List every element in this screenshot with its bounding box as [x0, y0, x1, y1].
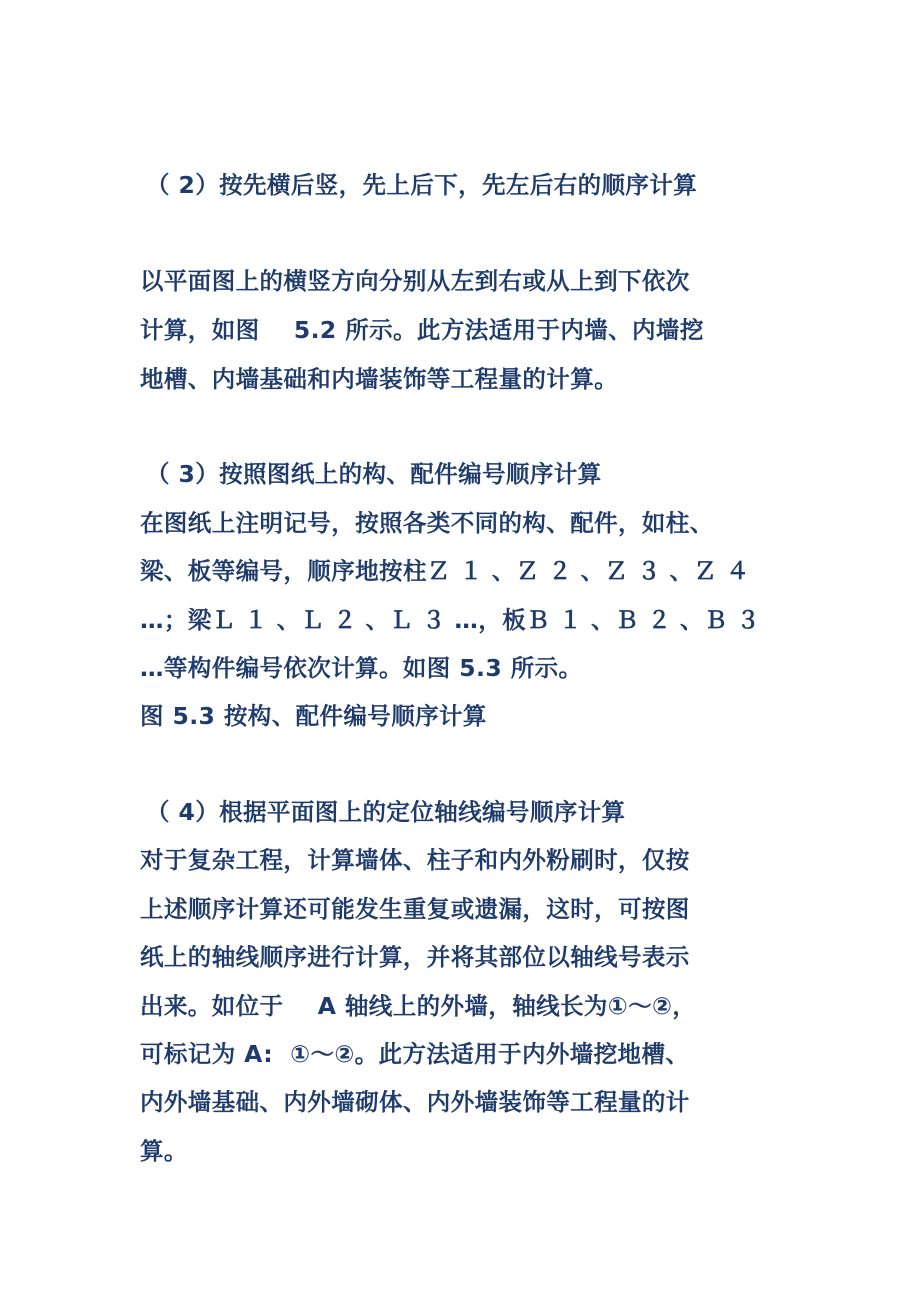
section-3-text-line: …等构件编号依次计算。如图 5.3 所示。 [140, 654, 583, 682]
section-3-text-line: …；梁Ｌ １ 、Ｌ ２ 、Ｌ ３ …，板Ｂ １ 、Ｂ ２ 、Ｂ ３ [140, 606, 761, 634]
section-4-text-line: 出来。如位于 A 轴线上的外墙，轴线长为①～②， [140, 992, 697, 1020]
section-3-heading: （ 3）按照图纸上的构、配件编号顺序计算 [146, 460, 602, 488]
section-2-text-line: 以平面图上的横竖方向分别从左到右或从上到下依次 [140, 267, 690, 295]
section-4-text-line: 上述顺序计算还可能发生重复或遗漏，这时，可按图 [140, 895, 690, 923]
figure-caption: 图 5.3 按构、配件编号顺序计算 [140, 702, 487, 730]
section-2-text-line: 地槽、内墙基础和内墙装饰等工程量的计算。 [140, 365, 618, 393]
section-4-text-line: 内外墙基础、内外墙砌体、内外墙装饰等工程量的计 [140, 1088, 690, 1116]
section-4-text-line: 对于复杂工程，计算墙体、柱子和内外粉刷时，仅按 [140, 846, 690, 874]
section-2-heading: （ 2）按先横后竖，先上后下，先左后右的顺序计算 [146, 171, 698, 199]
section-4-text-line: 纸上的轴线顺序进行计算，并将其部位以轴线号表示 [140, 943, 690, 971]
section-4-heading: （ 4）根据平面图上的定位轴线编号顺序计算 [146, 798, 626, 826]
section-3-text-line: 梁、板等编号，顺序地按柱Ｚ １ 、Ｚ ２ 、Ｚ ３ 、Ｚ ４ [140, 557, 750, 585]
section-2-text-line: 计算，如图 5.2 所示。此方法适用于内墙、内墙挖 [140, 316, 704, 344]
section-4-text-line: 算。 [140, 1137, 188, 1165]
section-4-text-line: 可标记为 A: ①～②。此方法适用于内外墙挖地槽、 [140, 1040, 690, 1068]
section-3-text-line: 在图纸上注明记号，按照各类不同的构、配件，如柱、 [140, 509, 714, 537]
